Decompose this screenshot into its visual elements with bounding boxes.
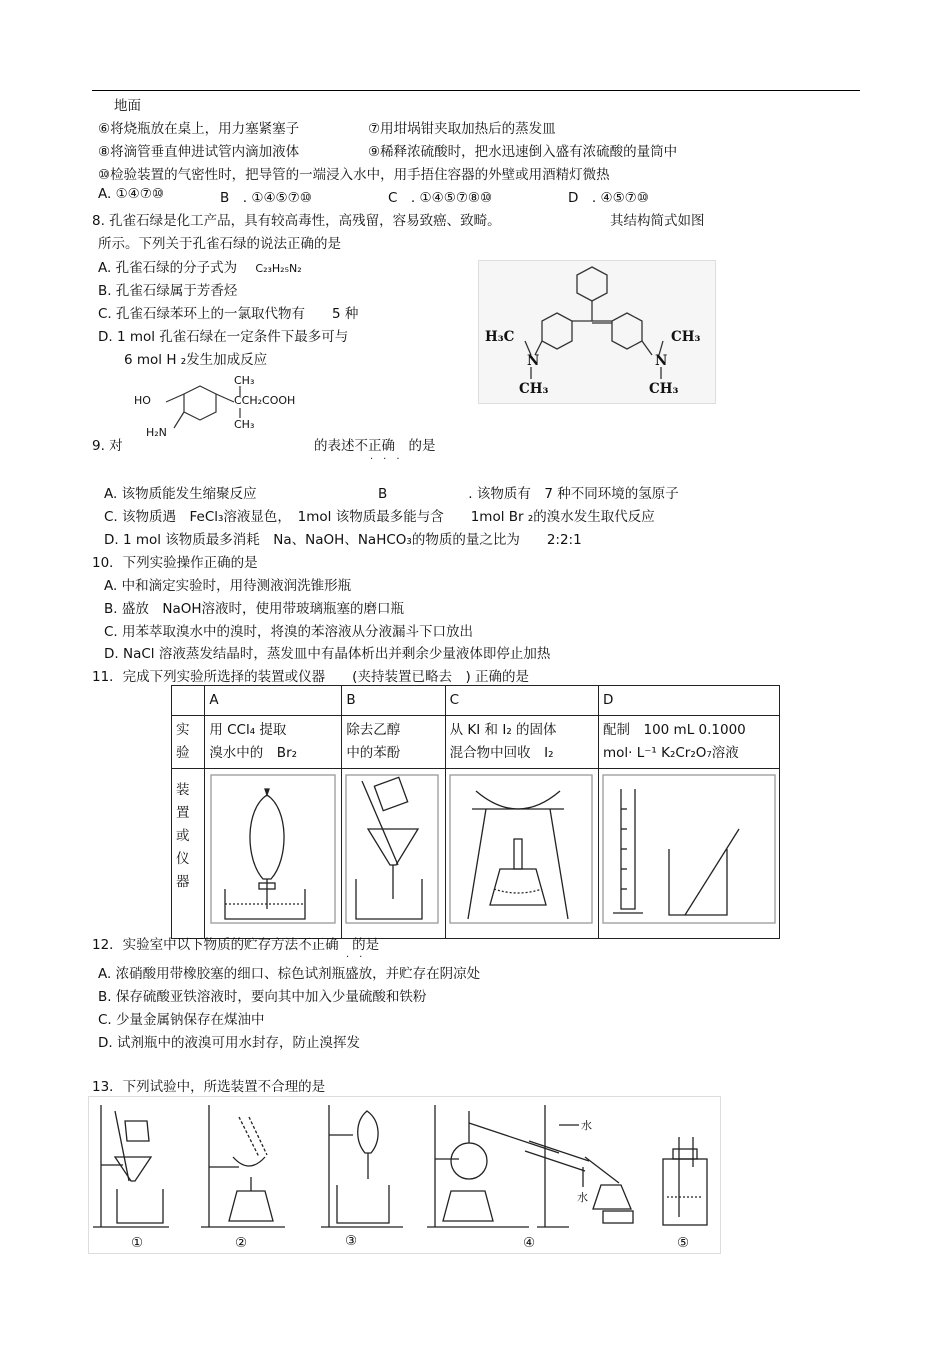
q8-option-b: B. 孔雀石绿属于芳香烃 — [98, 283, 238, 299]
q9-structure — [134, 372, 314, 442]
evaporating-dish-illustration — [446, 769, 596, 929]
q7-item10: ⑩检验装置的气密性时，把导管的一端浸入水中，用手捂住容器的外壁或用酒精灯微热 — [98, 167, 610, 183]
cell-line: 混合物中回收 I₂ — [449, 745, 554, 761]
cell-line: 中的苯酚 — [346, 745, 401, 761]
separatory-funnel-illustration — [205, 769, 341, 929]
q8-option-a-text: A. 孔雀石绿的分子式为 — [98, 260, 238, 276]
right-n-label: N — [655, 353, 668, 369]
left-n-label: N — [527, 353, 540, 369]
q11-apparatus-d — [599, 769, 780, 939]
water-inlet-label: 水 — [577, 1191, 588, 1204]
q8-option-c: C. 孔雀石绿苯环上的一氯取代物有 5 种 — [98, 306, 359, 322]
q13-apparatus-svg — [89, 1097, 720, 1253]
top-benzene-ring — [577, 267, 607, 301]
q10-option-c: C. 用苯萃取溴水中的溴时，将溴的苯溶液从分液漏斗下口放出 — [104, 624, 474, 640]
cell-line: 从 KI 和 I₂ 的固体 — [449, 722, 557, 738]
label-char: 仪 — [176, 851, 190, 867]
cell-line: mol· L⁻¹ K₂Cr₂O₇溶液 — [603, 745, 739, 761]
q13-stem: 13．下列试验中，所选装置不合理的是 — [92, 1079, 326, 1095]
q9-option-d: D. 1 mol 该物质最多消耗 Na、NaOH、NaHCO₃的物质的量之比为 2:2:1 — [104, 532, 582, 548]
q9-stem-pre: 9. 对 — [92, 438, 123, 454]
label-char: 验 — [176, 745, 190, 761]
label-char: 器 — [176, 874, 190, 890]
q11-header-a: A — [205, 686, 342, 716]
q8-option-d-line1: D. 1 mol 孔雀石绿在一定条件下最多可与 — [98, 329, 349, 345]
q12-option-d: D. 试剂瓶中的液溴可用水封存，防止溴挥发 — [98, 1035, 360, 1051]
cell-line: 用 CCl₄ 提取 — [209, 722, 287, 738]
q9-benzene-ring — [184, 386, 216, 420]
cell-line: 配制 100 mL 0.1000 — [603, 722, 746, 738]
q11-apparatus-row — [172, 769, 780, 939]
label-char: 实 — [176, 722, 190, 738]
q12-option-c: C. 少量金属钠保存在煤油中 — [98, 1012, 265, 1028]
apparatus-label-4: ④ — [523, 1235, 536, 1251]
apparatus-label-3: ③ — [345, 1233, 358, 1249]
q8-option-d-line2: 6 mol H ₂发生加成反应 — [124, 352, 268, 368]
q10-stem: 10．下列实验操作正确的是 — [92, 555, 258, 571]
filtration-illustration — [342, 769, 442, 929]
q7-line0: 地面 — [114, 98, 141, 114]
q8-option-a-formula: C₂₃H₂₅N₂ — [255, 262, 302, 275]
q8-stem-line1b: 其结构简式如图 — [610, 213, 705, 229]
q7-item8: ⑧将滴管垂直伸进试管内滴加液体 — [98, 144, 300, 160]
apparatus-label-2: ② — [235, 1235, 248, 1251]
q11-stem: 11．完成下列实验所选择的装置或仪器 (夹持装置已略去 ) 正确的是 — [92, 669, 530, 685]
apparatus-label-1: ① — [131, 1235, 144, 1251]
q7-item7: ⑦用坩埚钳夹取加热后的蒸发皿 — [368, 121, 556, 137]
q13-apparatus-figure — [88, 1096, 721, 1254]
q8-option-a — [98, 256, 302, 276]
q11-apparatus-c — [445, 769, 598, 939]
q7-option-d: D . ④⑤⑦⑩ — [568, 190, 649, 206]
q9-option-b: B . 该物质有 7 种不同环境的氢原子 — [378, 486, 679, 502]
q9-ch3-bottom-label: CH₃ — [234, 418, 255, 431]
q9-ho-label: HO — [134, 394, 151, 407]
label-char: 置 — [176, 805, 190, 821]
q7-item6: ⑥将烧瓶放在桌上，用力塞紧塞子 — [98, 121, 300, 137]
q11-apparatus-a — [205, 769, 342, 939]
left-h3c-label: H₃C — [485, 329, 515, 345]
apparatus-label-5: ⑤ — [677, 1235, 690, 1251]
q11-experiment-row — [172, 716, 780, 769]
q10-option-b: B. 盛放 NaOH溶液时，使用带玻璃瓶塞的磨口瓶 — [104, 601, 404, 617]
emphasis-dots: · · — [346, 952, 363, 963]
q9-stem-post: 的表述不正确 的是 — [314, 438, 436, 454]
cell-line: 除去乙醇 — [346, 722, 401, 738]
right-benzene-ring — [612, 313, 642, 349]
emphasis-dots: · · · — [370, 454, 400, 465]
q9-ch3-top-label: CH₃ — [234, 374, 255, 387]
cell-line: 溴水中的 Br₂ — [209, 745, 298, 761]
q7-option-a: A. ①④⑦⑩ — [98, 186, 164, 202]
q9-nh2-label: H₂N — [146, 426, 167, 439]
q11-header-b: B — [342, 686, 445, 716]
q7-option-b: B . ①④⑤⑦⑩ — [220, 190, 312, 206]
q9-chain-label: CCH₂COOH — [234, 394, 296, 407]
q11-corner-cell — [172, 686, 205, 716]
q11-header-row — [172, 686, 780, 716]
q11-exp-d — [599, 716, 780, 769]
graduated-cylinder-illustration — [599, 769, 779, 929]
q11-experiment-label — [172, 716, 205, 769]
q11-header-c: C — [445, 686, 598, 716]
q11-exp-b — [342, 716, 445, 769]
q7-item9: ⑨稀释浓硫酸时，把水迅速倒入盛有浓硫酸的量筒中 — [368, 144, 678, 160]
q7-option-c: C . ①④⑤⑦⑧⑩ — [388, 190, 493, 206]
q12-option-b: B. 保存硫酸亚铁溶液时，要向其中加入少量硫酸和铁粉 — [98, 989, 427, 1005]
q11-apparatus-label — [172, 769, 205, 939]
q12-option-a: A. 浓硝酸用带橡胶塞的细口、棕色试剂瓶盛放，并贮存在阴凉处 — [98, 966, 481, 982]
q11-header-d: D — [599, 686, 780, 716]
q8-stem-line2: 所示。下列关于孔雀石绿的说法正确的是 — [98, 236, 341, 252]
header-rule — [92, 90, 860, 91]
q12-stem: 12．实验室中以下物质的贮存方法不正确 的是 — [92, 937, 380, 953]
q8-stem-line1: 8. 孔雀石绿是化工产品，具有较高毒性，高残留，容易致癌、致畸。 — [92, 213, 501, 229]
left-benzene-ring — [542, 313, 572, 349]
q10-option-a: A. 中和滴定实验时，用待测液润洗锥形瓶 — [104, 578, 352, 594]
q11-table — [171, 685, 780, 939]
q11-apparatus-b — [342, 769, 445, 939]
right-ch3-top-label: CH₃ — [671, 329, 701, 345]
q9-option-c: C. 该物质遇 FeCl₃溶液显色， 1mol 该物质最多能与含 1mol Br ₂的溴水发生取代反应 — [104, 509, 655, 525]
q10-option-d: D. NaCl 溶液蒸发结晶时，蒸发皿中有晶体析出并剩余少量液体即停止加热 — [104, 646, 551, 662]
right-ch3-bottom-label: CH₃ — [649, 381, 679, 397]
q9-option-a: A. 该物质能发生缩聚反应 — [104, 486, 257, 502]
left-ch3-label: CH₃ — [519, 381, 549, 397]
label-char: 装 — [176, 782, 190, 798]
q11-exp-a — [205, 716, 342, 769]
q11-exp-c — [445, 716, 598, 769]
malachite-green-structure — [478, 260, 716, 404]
water-outlet-label: 水 — [581, 1119, 592, 1132]
label-char: 或 — [176, 828, 190, 844]
